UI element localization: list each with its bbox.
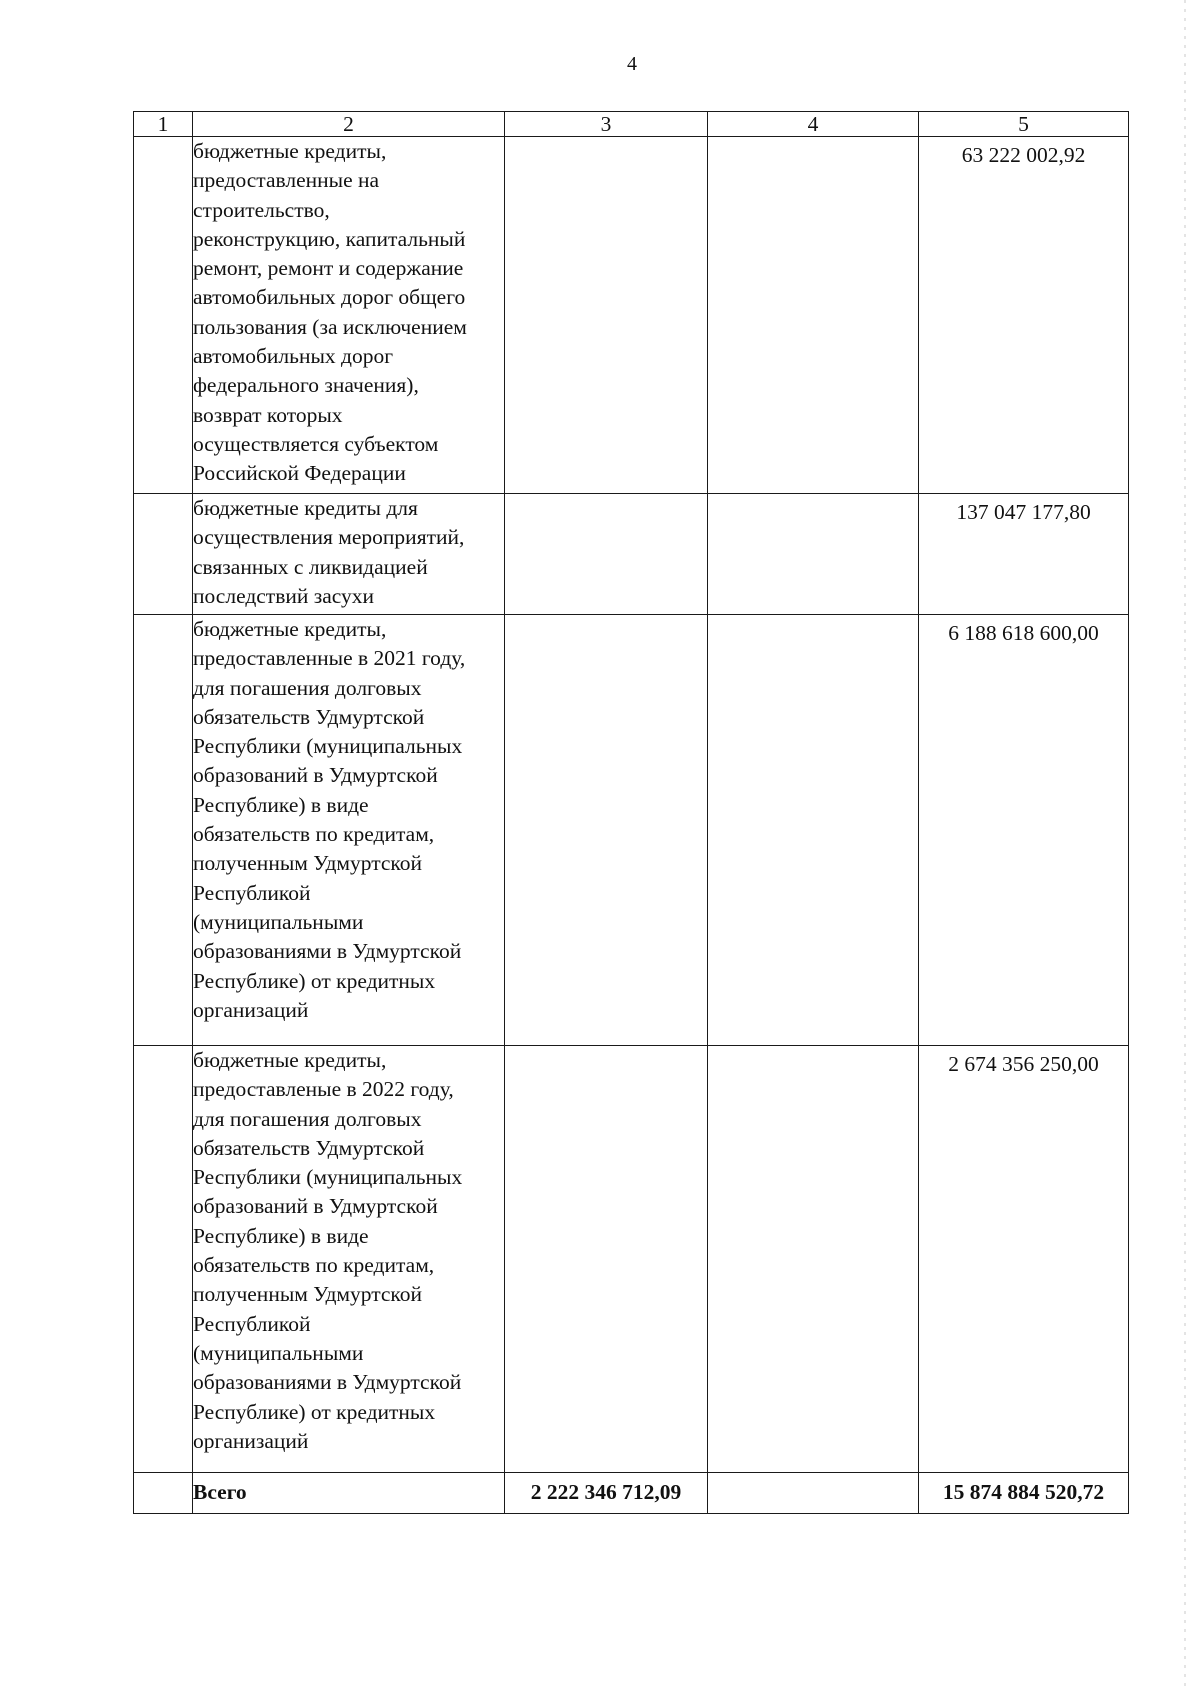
description-line: Республике) в виде xyxy=(193,792,369,817)
total-col4-cell xyxy=(708,1473,919,1514)
table-row xyxy=(134,1046,1129,1473)
description-line: Республикой xyxy=(193,1311,311,1336)
column-header-3: 3 xyxy=(505,112,708,137)
amount-col5-cell: 137 047 177,80 xyxy=(919,494,1129,615)
amount-col4-cell xyxy=(708,615,919,1046)
description-line: образований в Удмуртской xyxy=(193,1194,438,1219)
row-number-cell xyxy=(134,137,193,494)
description-line: связанных с ликвидацией xyxy=(193,554,428,579)
description-line: обязательств Удмуртской xyxy=(193,1135,425,1160)
description-line: для погашения долговых xyxy=(193,675,422,700)
description-line: для погашения долговых xyxy=(193,1106,422,1131)
description-cell xyxy=(193,1046,505,1473)
description-line: образованиями в Удмуртской xyxy=(193,939,462,964)
description-line: обязательств по кредитам, xyxy=(193,1253,435,1278)
description-line: предоставленные на xyxy=(193,168,380,193)
budget-table xyxy=(133,111,1129,1514)
scan-edge-artifact xyxy=(1184,0,1186,1686)
total-col3-cell: 2 222 346 712,09 xyxy=(505,1473,708,1514)
total-row xyxy=(134,1473,1129,1514)
description-line: ремонт, ремонт и содержание xyxy=(193,256,464,281)
amount-col3-cell xyxy=(505,137,708,494)
amount-col5-cell: 63 222 002,92 xyxy=(919,137,1129,494)
row-number-cell xyxy=(134,494,193,615)
description-line: бюджетные кредиты, xyxy=(193,617,387,641)
description-cell xyxy=(193,137,505,494)
description-line: пользования (за исключением xyxy=(193,314,467,339)
column-header-4: 4 xyxy=(708,112,919,137)
description-line: осуществляется субъектом xyxy=(193,431,439,456)
description-line: бюджетные кредиты, xyxy=(193,139,387,163)
total-col5-cell: 15 874 884 520,72 xyxy=(919,1473,1129,1514)
description-line: (муниципальными xyxy=(193,909,364,934)
table-row xyxy=(134,494,1129,615)
amount-col4-cell xyxy=(708,1046,919,1473)
row-number-cell xyxy=(134,1046,193,1473)
description-line: организаций xyxy=(193,997,309,1022)
row-number-cell xyxy=(134,615,193,1046)
description-line: полученным Удмуртской xyxy=(193,851,423,876)
amount-col5-cell: 2 674 356 250,00 xyxy=(919,1046,1129,1473)
description-cell xyxy=(193,615,505,1046)
description-line: обязательств по кредитам, xyxy=(193,822,435,847)
description-line: реконструкцию, капитальный xyxy=(193,226,466,251)
row-number-cell xyxy=(134,1473,193,1514)
total-label: Всего xyxy=(193,1473,505,1514)
description-line: строительство, xyxy=(193,197,330,222)
description-line: бюджетные кредиты для xyxy=(193,496,418,520)
description-line: организаций xyxy=(193,1428,309,1453)
column-header-5: 5 xyxy=(919,112,1129,137)
description-line: федерального значения), xyxy=(193,373,419,398)
description-line: последствий засухи xyxy=(193,583,375,608)
description-line: осуществления мероприятий, xyxy=(193,525,465,550)
description-line: Республикой xyxy=(193,880,311,905)
description-line: возврат которых xyxy=(193,402,343,427)
description-line: предоставленые в 2022 году, xyxy=(193,1077,454,1102)
description-line: образований в Удмуртской xyxy=(193,763,438,788)
description-line: Республики (муниципальных xyxy=(193,1165,463,1190)
description-line: Республике) от кредитных xyxy=(193,968,436,993)
description-line: Республике) от кредитных xyxy=(193,1399,436,1424)
description-line: (муниципальными xyxy=(193,1340,364,1365)
description-line: автомобильных дорог общего xyxy=(193,285,466,310)
amount-col4-cell xyxy=(708,137,919,494)
description-line: Республике) в виде xyxy=(193,1223,369,1248)
description-line: Российской Федерации xyxy=(193,461,406,486)
description-line: автомобильных дорог xyxy=(193,344,394,369)
description-line: Республики (муниципальных xyxy=(193,734,463,759)
column-header-2: 2 xyxy=(193,112,505,137)
description-line: образованиями в Удмуртской xyxy=(193,1370,462,1395)
amount-col4-cell xyxy=(708,494,919,615)
table-row xyxy=(134,137,1129,494)
amount-col3-cell xyxy=(505,494,708,615)
description-line: полученным Удмуртской xyxy=(193,1282,423,1307)
description-line: предоставленные в 2021 году, xyxy=(193,646,466,671)
table-header-row xyxy=(134,112,1129,137)
column-header-1: 1 xyxy=(134,112,193,137)
page-number: 4 xyxy=(627,53,637,75)
table-row xyxy=(134,615,1129,1046)
description-line: бюджетные кредиты, xyxy=(193,1048,387,1072)
description-line: обязательств Удмуртской xyxy=(193,704,425,729)
amount-col3-cell xyxy=(505,1046,708,1473)
description-cell xyxy=(193,494,505,615)
amount-col3-cell xyxy=(505,615,708,1046)
amount-col5-cell: 6 188 618 600,00 xyxy=(919,615,1129,1046)
